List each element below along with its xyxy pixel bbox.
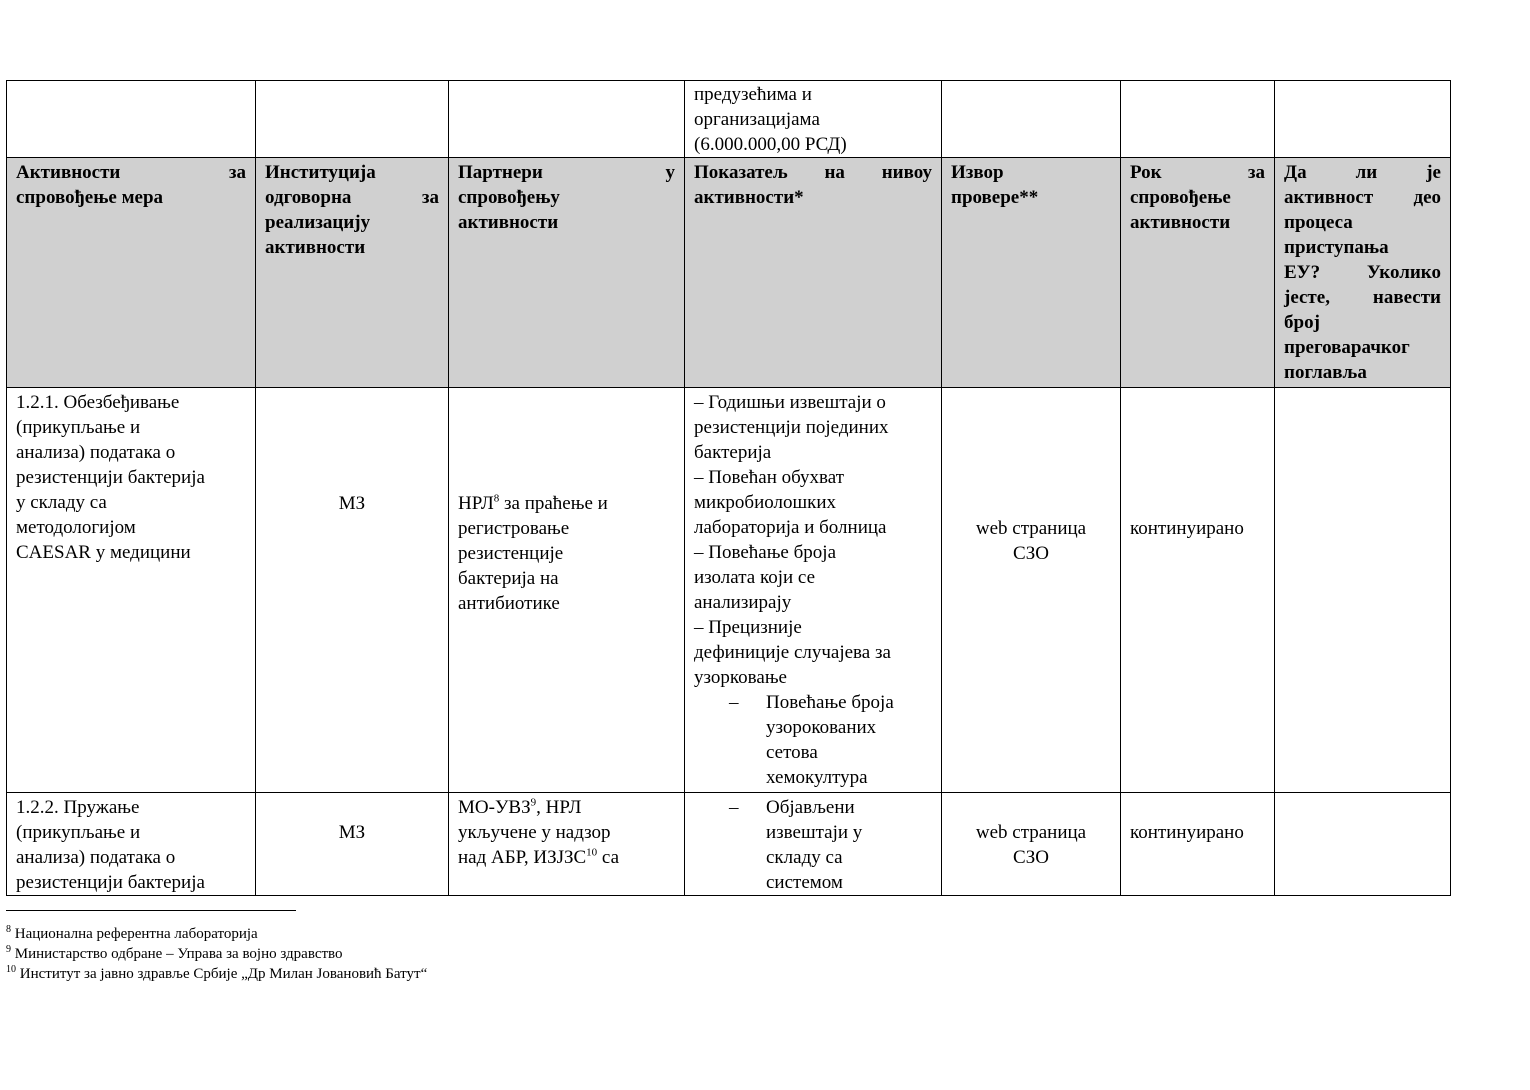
institution-cell: МЗ xyxy=(256,793,449,896)
cell-empty xyxy=(256,81,449,158)
footnotes xyxy=(6,924,427,984)
indicator-cell: – Годишњи извештаји о резистенцији појединих бактерија – Повећан обухват микробиолошких лабораторија и болница – Повећање броја изолата који се анализирају – Прецизније дефиниције случајева за узорковање – Повећање броја узорокованих сетова хемокултура xyxy=(685,388,942,793)
partners-cell: НРЛ$^8$ за праћење и регистровање резистенције бактерија на антибиотике xyxy=(449,388,685,793)
header-indicator: Показатељ на нивоу активности* xyxy=(685,158,942,388)
list-item: – Објављени извештаји у складу са системом xyxy=(729,797,863,893)
header-partners: Партнери у спровођењу активности xyxy=(449,158,685,388)
verification-cell: web страница СЗО xyxy=(942,388,1121,793)
continuation-row xyxy=(7,81,1451,158)
partners-cell: МО-УВЗ$^9$, НРЛ укључене у надзор над АБР, ИЗЈЗС$^{10}$ са xyxy=(449,793,685,896)
activity-cell: 1.2.2. Пружање (прикупљање и анализа) података о резистенцији бактерија xyxy=(7,793,256,896)
cell-empty xyxy=(942,81,1121,158)
header-row xyxy=(7,158,1451,388)
cell-empty xyxy=(1275,793,1451,896)
header-deadline: Рок за спровођење активности xyxy=(1121,158,1275,388)
header-institution: Институција одговорна за реализацију активности xyxy=(256,158,449,388)
table-row xyxy=(7,388,1451,793)
header-activities: Активности за спровођење мера xyxy=(7,158,256,388)
footnote: $^8$ Национална референтна лабораторија xyxy=(6,924,258,942)
footnote-separator xyxy=(6,910,296,911)
footnote: $^9$ Министарство одбране – Управа за војно здравство xyxy=(6,944,343,962)
text-line: (6.000.000,00 РСД) xyxy=(694,134,847,155)
cell-empty xyxy=(1275,81,1451,158)
text-line: организацијама xyxy=(694,109,820,130)
list-item: – Повећање броја узорокованих сетова хемокултура xyxy=(729,692,894,788)
verification-cell: web страница СЗО xyxy=(942,793,1121,896)
activity-cell: 1.2.1. Обезбеђивање (прикупљање и анализа) података о резистенцији бактерија у складу са методологијом CAESAR у медицини xyxy=(7,388,256,793)
cell-empty xyxy=(7,81,256,158)
header-verification: Извор провере** xyxy=(942,158,1121,388)
table-row xyxy=(7,793,1451,896)
continuation-indicator xyxy=(685,81,942,158)
header-eu: Да ли је активност део процеса приступања ЕУ? Уколико јесте, навести број преговарачког поглавља xyxy=(1275,158,1451,388)
cell-empty xyxy=(1121,81,1275,158)
indicator-cell xyxy=(685,793,942,896)
cell-empty xyxy=(449,81,685,158)
deadline-cell: континуирано xyxy=(1121,793,1275,896)
cell-empty xyxy=(1275,388,1451,793)
institution-cell: МЗ xyxy=(256,388,449,793)
text-line: предузећима и xyxy=(694,84,812,105)
measures-table xyxy=(6,80,1451,896)
deadline-cell: континуирано xyxy=(1121,388,1275,793)
footnote: $^{10}$ Институт за јавно здравље Србије „Др Милан Јовановић Батут“ xyxy=(6,964,428,982)
